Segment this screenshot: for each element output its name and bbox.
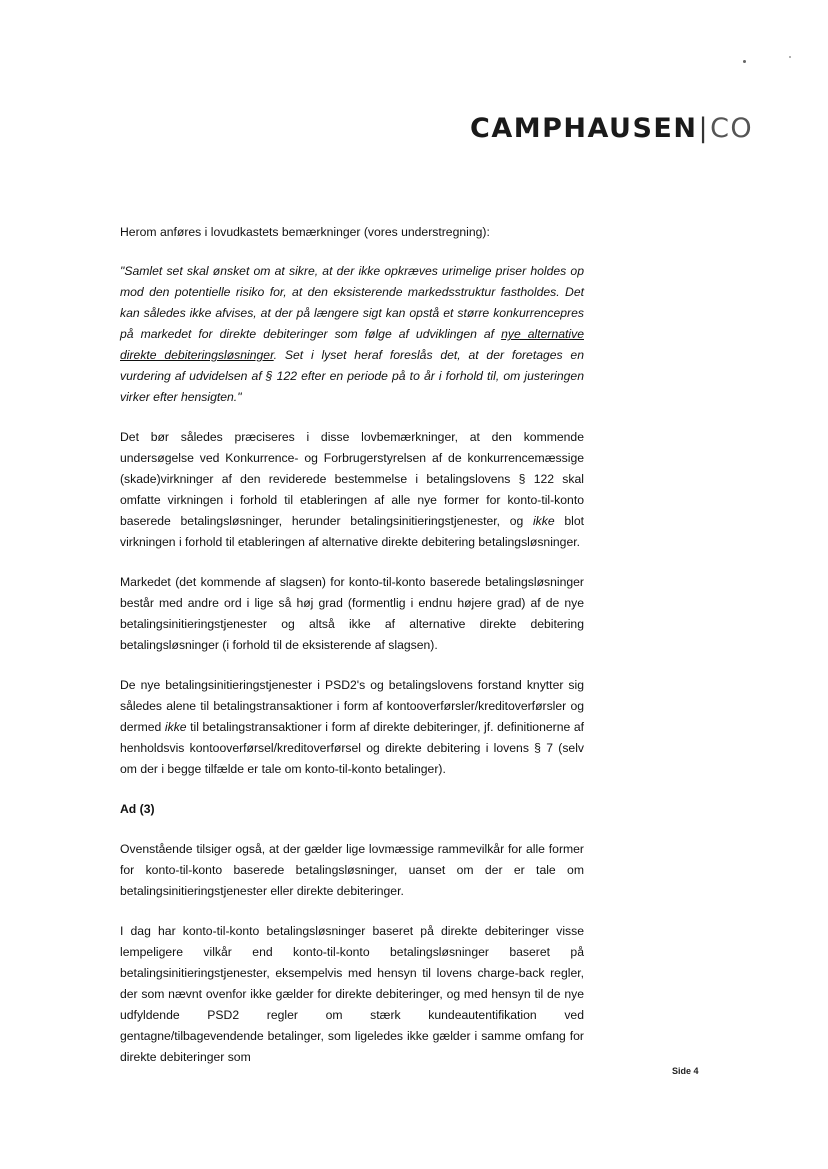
paragraph-current-rules: I dag har konto-til-konto betalingsløsninger baseret på direkte debiteringer visse lempeligere vilkår end konto-til-konto betalingsløsninger baseret på betalingsinitieringstjenester, eksempelvis med hensyn til lovens charge-back regler, der som nævnt ovenfor ikke gælder for direkte debiteringer, og med hensyn til de nye udfyldende PSD2 regler om stærk kundeautentifikation ved gentagne/tilbagevendende betalinger, som ligeledes ikke gælder i samme omfang for direkte debiteringer som [120,924,584,1064]
paragraph-market: Markedet (det kommende af slagsen) for konto-til-konto baserede betalingsløsninger består med andre ord i lige så høj grad (formentlig i endnu højere grad) af de nye betalingsinitieringstjenester og altså ikke af alternative direkte debitering betalingsløsninger (i forhold til de eksisterende af slagsen). [120,575,584,652]
paragraph-psd2 [120,675,584,780]
quote-underlined-text: nye alternative direkte debiteringsløsninger [120,327,584,362]
quote-text-start: "Samlet set skal ønsket om at sikre, at der ikke opkræves urimelige priser holdes op mod den potentielle risiko for, at den eksisterende markedsstruktur fastholdes. Det kan således ikke afvises, at der på længere sigt kan opstå et større konkurrencepres på markedet for direkte debiteringer som følge af udviklingen af [120,264,584,341]
section-heading: Ad (3) [120,802,155,816]
emphasis-text: ikke [164,720,187,734]
letter-body [120,222,584,1087]
logo-main: CAMPHAUSEN [470,113,698,144]
logo-suffix: CO [710,113,754,144]
scan-speck [789,56,791,58]
paragraph-text: De nye betalingsinitieringstjenester i PSD2's og betalingslovens forstand knytter sig således alene til betalingstransaktioner i form af kontooverførsler/kreditoverførsler og dermed [120,678,584,734]
paragraph-text: blot virkningen i forhold til etableringen af alternative direkte debitering betalingsløsninger. [120,514,584,549]
paragraph-investigation [120,427,584,553]
company-logo [470,113,790,144]
scan-speck [743,60,746,63]
quote-text-end: . Set i lyset heraf foreslås det, at der foretages en vurdering af udvidelsen af § 122 efter en periode på to år i forhold til, om justeringen virker efter hensigten." [120,348,584,404]
paragraph-text: Det bør således præciseres i disse lovbemærkninger, at den kommende undersøgelse ved Konkurrence- og Forbrugerstyrelsen af de konkurrencemæssige (skade)virkninger af den reviderede bestemmelse i betalingslovens § 122 skal omfatte virkningen i forhold til etableringen af alle nye former for konto-til-konto baserede betalingsløsninger, herunder betalingsinitieringstjenester, og [120,430,584,528]
page-number: Side 4 [672,1066,699,1076]
paragraph-text: til betalingstransaktioner i form af direkte debiteringer, jf. definitionerne af henholdsvis kontooverførsel/kreditoverførsel og direkte debitering i lovens § 7 (selv om der i begge tilfælde er tale om konto-til-konto betalinger). [120,720,584,776]
quoted-remarks [120,261,584,408]
emphasis-text: ikke [532,514,555,528]
logo-separator: | [698,113,710,144]
section-paragraph: Ovenstående tilsiger også, at der gælder lige lovmæssige rammevilkår for alle former for konto-til-konto baserede betalingsløsninger, uanset om der er tale om betalingsinitieringstjenester eller direkte debiteringer. [120,842,584,898]
intro-paragraph: Herom anføres i lovudkastets bemærkninger (vores understregning): [120,225,490,239]
